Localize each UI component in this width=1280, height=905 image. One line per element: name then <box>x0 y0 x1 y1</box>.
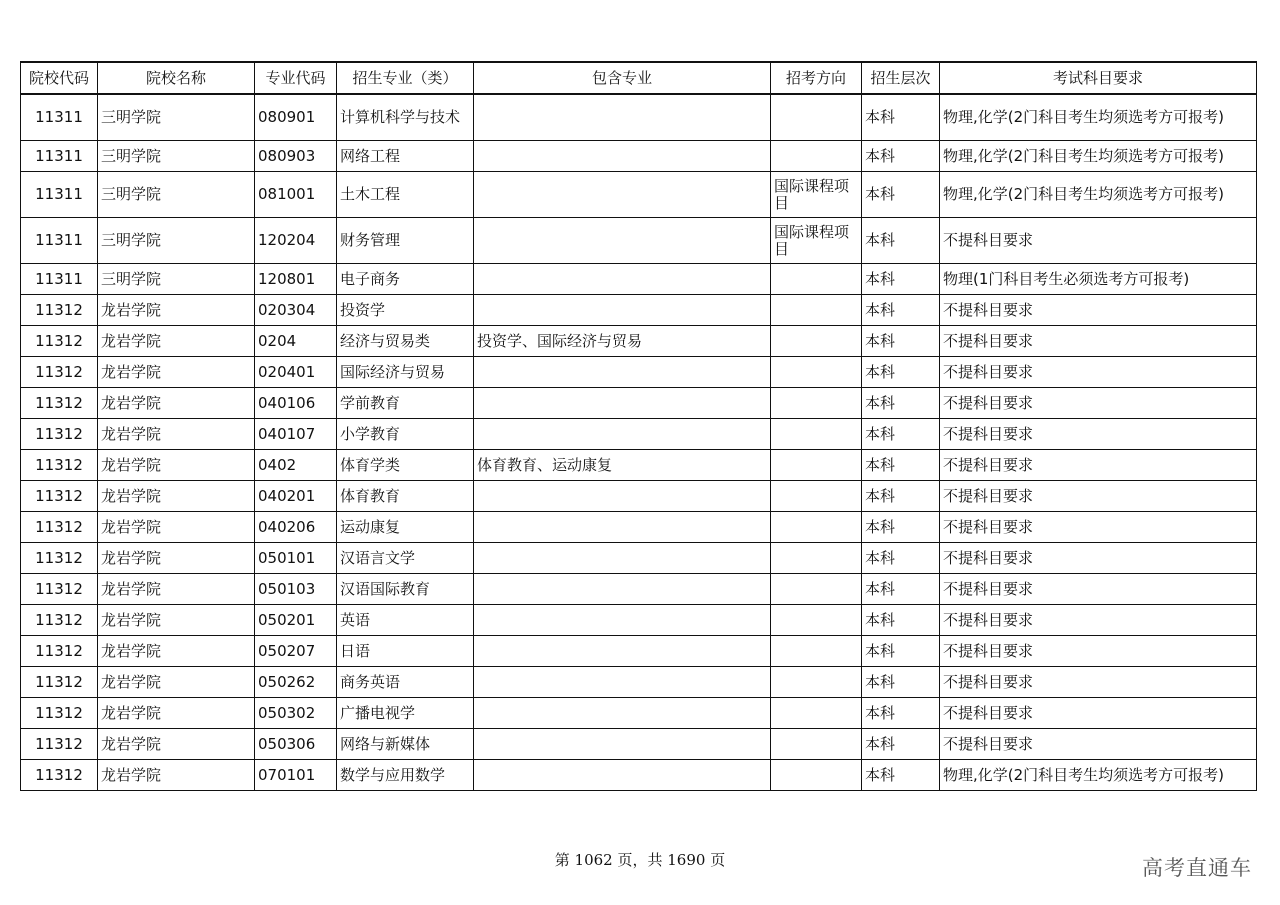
school-name-cell: 龙岩学院 <box>98 574 255 605</box>
included-majors-cell <box>474 543 771 574</box>
level-cell: 本科 <box>862 419 940 450</box>
major-name-cell: 体育学类 <box>337 450 474 481</box>
included-majors-cell <box>474 218 771 264</box>
school-code-cell: 11312 <box>21 729 98 760</box>
level-cell: 本科 <box>862 264 940 295</box>
direction-cell <box>771 698 862 729</box>
level-cell: 本科 <box>862 667 940 698</box>
table-row <box>21 218 1257 264</box>
school-code-cell: 11312 <box>21 543 98 574</box>
level-cell: 本科 <box>862 295 940 326</box>
header-major: 招生专业（类） <box>337 62 474 94</box>
included-majors-cell <box>474 357 771 388</box>
level-cell: 本科 <box>862 636 940 667</box>
school-code-cell: 11312 <box>21 760 98 791</box>
school-name-cell: 三明学院 <box>98 264 255 295</box>
direction-cell <box>771 574 862 605</box>
major-name-cell: 英语 <box>337 605 474 636</box>
school-name-cell: 龙岩学院 <box>98 481 255 512</box>
school-code-cell: 11312 <box>21 326 98 357</box>
level-cell: 本科 <box>862 141 940 172</box>
major-code-cell: 050262 <box>255 667 337 698</box>
school-name-cell: 龙岩学院 <box>98 326 255 357</box>
direction-cell <box>771 357 862 388</box>
header-direction: 招考方向 <box>771 62 862 94</box>
included-majors-cell <box>474 760 771 791</box>
school-name-cell: 龙岩学院 <box>98 512 255 543</box>
school-code-cell: 11312 <box>21 636 98 667</box>
subject-requirement-cell: 不提科目要求 <box>940 543 1257 574</box>
school-code-cell: 11312 <box>21 388 98 419</box>
major-name-cell: 广播电视学 <box>337 698 474 729</box>
major-code-cell: 080901 <box>255 94 337 141</box>
direction-cell <box>771 388 862 419</box>
level-cell: 本科 <box>862 574 940 605</box>
header-school-name: 院校名称 <box>98 62 255 94</box>
school-code-cell: 11312 <box>21 419 98 450</box>
major-code-cell: 050306 <box>255 729 337 760</box>
major-code-cell: 050201 <box>255 605 337 636</box>
major-code-cell: 040201 <box>255 481 337 512</box>
major-code-cell: 020304 <box>255 295 337 326</box>
direction-cell <box>771 729 862 760</box>
school-name-cell: 龙岩学院 <box>98 605 255 636</box>
table-row <box>21 636 1257 667</box>
included-majors-cell <box>474 172 771 218</box>
included-majors-cell <box>474 94 771 141</box>
major-code-cell: 120204 <box>255 218 337 264</box>
table-header-row <box>21 62 1257 94</box>
direction-cell <box>771 94 862 141</box>
major-name-cell: 运动康复 <box>337 512 474 543</box>
major-code-cell: 0204 <box>255 326 337 357</box>
header-major-code: 专业代码 <box>255 62 337 94</box>
included-majors-cell <box>474 636 771 667</box>
school-name-cell: 三明学院 <box>98 172 255 218</box>
subject-requirement-cell: 不提科目要求 <box>940 450 1257 481</box>
table-row <box>21 512 1257 543</box>
direction-cell <box>771 512 862 543</box>
included-majors-cell: 体育教育、运动康复 <box>474 450 771 481</box>
school-name-cell: 龙岩学院 <box>98 419 255 450</box>
school-code-cell: 11312 <box>21 295 98 326</box>
school-name-cell: 三明学院 <box>98 218 255 264</box>
level-cell: 本科 <box>862 543 940 574</box>
direction-cell <box>771 419 862 450</box>
table-row <box>21 295 1257 326</box>
direction-cell <box>771 141 862 172</box>
major-name-cell: 计算机科学与技术 <box>337 94 474 141</box>
major-code-cell: 040107 <box>255 419 337 450</box>
header-level: 招生层次 <box>862 62 940 94</box>
subject-requirement-cell: 不提科目要求 <box>940 218 1257 264</box>
included-majors-cell <box>474 295 771 326</box>
school-name-cell: 三明学院 <box>98 94 255 141</box>
major-name-cell: 商务英语 <box>337 667 474 698</box>
included-majors-cell <box>474 481 771 512</box>
major-name-cell: 电子商务 <box>337 264 474 295</box>
table-row <box>21 543 1257 574</box>
subject-requirement-cell: 不提科目要求 <box>940 667 1257 698</box>
major-code-cell: 050103 <box>255 574 337 605</box>
school-name-cell: 龙岩学院 <box>98 357 255 388</box>
table-row <box>21 94 1257 141</box>
table-row <box>21 264 1257 295</box>
major-code-cell: 020401 <box>255 357 337 388</box>
school-name-cell: 龙岩学院 <box>98 729 255 760</box>
major-code-cell: 050302 <box>255 698 337 729</box>
direction-cell <box>771 450 862 481</box>
table-body <box>21 94 1257 791</box>
direction-cell <box>771 295 862 326</box>
major-code-cell: 040106 <box>255 388 337 419</box>
subject-requirement-cell: 物理,化学(2门科目考生均须选考方可报考) <box>940 141 1257 172</box>
major-name-cell: 日语 <box>337 636 474 667</box>
school-name-cell: 龙岩学院 <box>98 636 255 667</box>
watermark-logo: 高考直通车 <box>1142 856 1252 880</box>
major-name-cell: 国际经济与贸易 <box>337 357 474 388</box>
direction-cell <box>771 481 862 512</box>
direction-cell <box>771 605 862 636</box>
school-code-cell: 11312 <box>21 357 98 388</box>
level-cell: 本科 <box>862 481 940 512</box>
school-code-cell: 11312 <box>21 481 98 512</box>
included-majors-cell <box>474 667 771 698</box>
school-code-cell: 11312 <box>21 450 98 481</box>
level-cell: 本科 <box>862 326 940 357</box>
major-name-cell: 网络与新媒体 <box>337 729 474 760</box>
level-cell: 本科 <box>862 698 940 729</box>
school-code-cell: 11311 <box>21 172 98 218</box>
major-code-cell: 120801 <box>255 264 337 295</box>
major-name-cell: 汉语国际教育 <box>337 574 474 605</box>
major-name-cell: 学前教育 <box>337 388 474 419</box>
table-row <box>21 326 1257 357</box>
subject-requirement-cell: 不提科目要求 <box>940 636 1257 667</box>
level-cell: 本科 <box>862 605 940 636</box>
major-name-cell: 数学与应用数学 <box>337 760 474 791</box>
school-code-cell: 11311 <box>21 264 98 295</box>
major-name-cell: 体育教育 <box>337 481 474 512</box>
table-row <box>21 388 1257 419</box>
school-name-cell: 龙岩学院 <box>98 543 255 574</box>
major-name-cell: 小学教育 <box>337 419 474 450</box>
level-cell: 本科 <box>862 450 940 481</box>
major-name-cell: 网络工程 <box>337 141 474 172</box>
table-row <box>21 605 1257 636</box>
subject-requirement-cell: 不提科目要求 <box>940 357 1257 388</box>
table-row <box>21 698 1257 729</box>
major-code-cell: 050101 <box>255 543 337 574</box>
subject-requirement-cell: 物理,化学(2门科目考生均须选考方可报考) <box>940 94 1257 141</box>
included-majors-cell <box>474 605 771 636</box>
major-code-cell: 080903 <box>255 141 337 172</box>
subject-requirement-cell: 不提科目要求 <box>940 574 1257 605</box>
subject-requirement-cell: 不提科目要求 <box>940 419 1257 450</box>
direction-cell <box>771 543 862 574</box>
table-row <box>21 172 1257 218</box>
subject-requirement-cell: 物理(1门科目考生必须选考方可报考) <box>940 264 1257 295</box>
level-cell: 本科 <box>862 218 940 264</box>
level-cell: 本科 <box>862 729 940 760</box>
included-majors-cell <box>474 388 771 419</box>
direction-cell: 国际课程项目 <box>771 218 862 264</box>
major-code-cell: 081001 <box>255 172 337 218</box>
table-row <box>21 450 1257 481</box>
included-majors-cell <box>474 264 771 295</box>
school-name-cell: 龙岩学院 <box>98 295 255 326</box>
major-code-cell: 050207 <box>255 636 337 667</box>
subject-requirement-cell: 不提科目要求 <box>940 295 1257 326</box>
level-cell: 本科 <box>862 760 940 791</box>
subject-requirement-cell: 不提科目要求 <box>940 481 1257 512</box>
school-code-cell: 11312 <box>21 512 98 543</box>
major-name-cell: 财务管理 <box>337 218 474 264</box>
subject-requirement-cell: 物理,化学(2门科目考生均须选考方可报考) <box>940 760 1257 791</box>
school-code-cell: 11312 <box>21 698 98 729</box>
school-name-cell: 龙岩学院 <box>98 667 255 698</box>
included-majors-cell <box>474 574 771 605</box>
subject-requirement-cell: 不提科目要求 <box>940 388 1257 419</box>
included-majors-cell <box>474 419 771 450</box>
level-cell: 本科 <box>862 512 940 543</box>
school-code-cell: 11311 <box>21 218 98 264</box>
level-cell: 本科 <box>862 388 940 419</box>
direction-cell <box>771 760 862 791</box>
included-majors-cell: 投资学、国际经济与贸易 <box>474 326 771 357</box>
school-code-cell: 11311 <box>21 94 98 141</box>
school-code-cell: 11312 <box>21 574 98 605</box>
subject-requirement-cell: 不提科目要求 <box>940 605 1257 636</box>
included-majors-cell <box>474 141 771 172</box>
subject-requirement-cell: 物理,化学(2门科目考生均须选考方可报考) <box>940 172 1257 218</box>
direction-cell: 国际课程项目 <box>771 172 862 218</box>
level-cell: 本科 <box>862 94 940 141</box>
direction-cell <box>771 636 862 667</box>
subject-requirement-cell: 不提科目要求 <box>940 729 1257 760</box>
direction-cell <box>771 667 862 698</box>
school-name-cell: 三明学院 <box>98 141 255 172</box>
school-code-cell: 11312 <box>21 605 98 636</box>
included-majors-cell <box>474 698 771 729</box>
included-majors-cell <box>474 729 771 760</box>
header-school-code: 院校代码 <box>21 62 98 94</box>
included-majors-cell <box>474 512 771 543</box>
table-row <box>21 574 1257 605</box>
level-cell: 本科 <box>862 172 940 218</box>
major-code-cell: 040206 <box>255 512 337 543</box>
major-name-cell: 汉语言文学 <box>337 543 474 574</box>
header-included-majors: 包含专业 <box>474 62 771 94</box>
admissions-table <box>20 61 1257 791</box>
major-code-cell: 070101 <box>255 760 337 791</box>
page-number: 第 1062 页，共 1690 页 <box>554 851 726 869</box>
subject-requirement-cell: 不提科目要求 <box>940 698 1257 729</box>
direction-cell <box>771 264 862 295</box>
table-row <box>21 760 1257 791</box>
table-row <box>21 729 1257 760</box>
major-name-cell: 土木工程 <box>337 172 474 218</box>
school-name-cell: 龙岩学院 <box>98 698 255 729</box>
school-name-cell: 龙岩学院 <box>98 450 255 481</box>
school-name-cell: 龙岩学院 <box>98 760 255 791</box>
school-name-cell: 龙岩学院 <box>98 388 255 419</box>
major-code-cell: 0402 <box>255 450 337 481</box>
school-code-cell: 11311 <box>21 141 98 172</box>
table-row <box>21 357 1257 388</box>
table-row <box>21 419 1257 450</box>
major-name-cell: 经济与贸易类 <box>337 326 474 357</box>
table-row <box>21 141 1257 172</box>
header-subject-requirement: 考试科目要求 <box>940 62 1257 94</box>
school-code-cell: 11312 <box>21 667 98 698</box>
direction-cell <box>771 326 862 357</box>
major-name-cell: 投资学 <box>337 295 474 326</box>
level-cell: 本科 <box>862 357 940 388</box>
subject-requirement-cell: 不提科目要求 <box>940 326 1257 357</box>
subject-requirement-cell: 不提科目要求 <box>940 512 1257 543</box>
table-row <box>21 667 1257 698</box>
table-row <box>21 481 1257 512</box>
